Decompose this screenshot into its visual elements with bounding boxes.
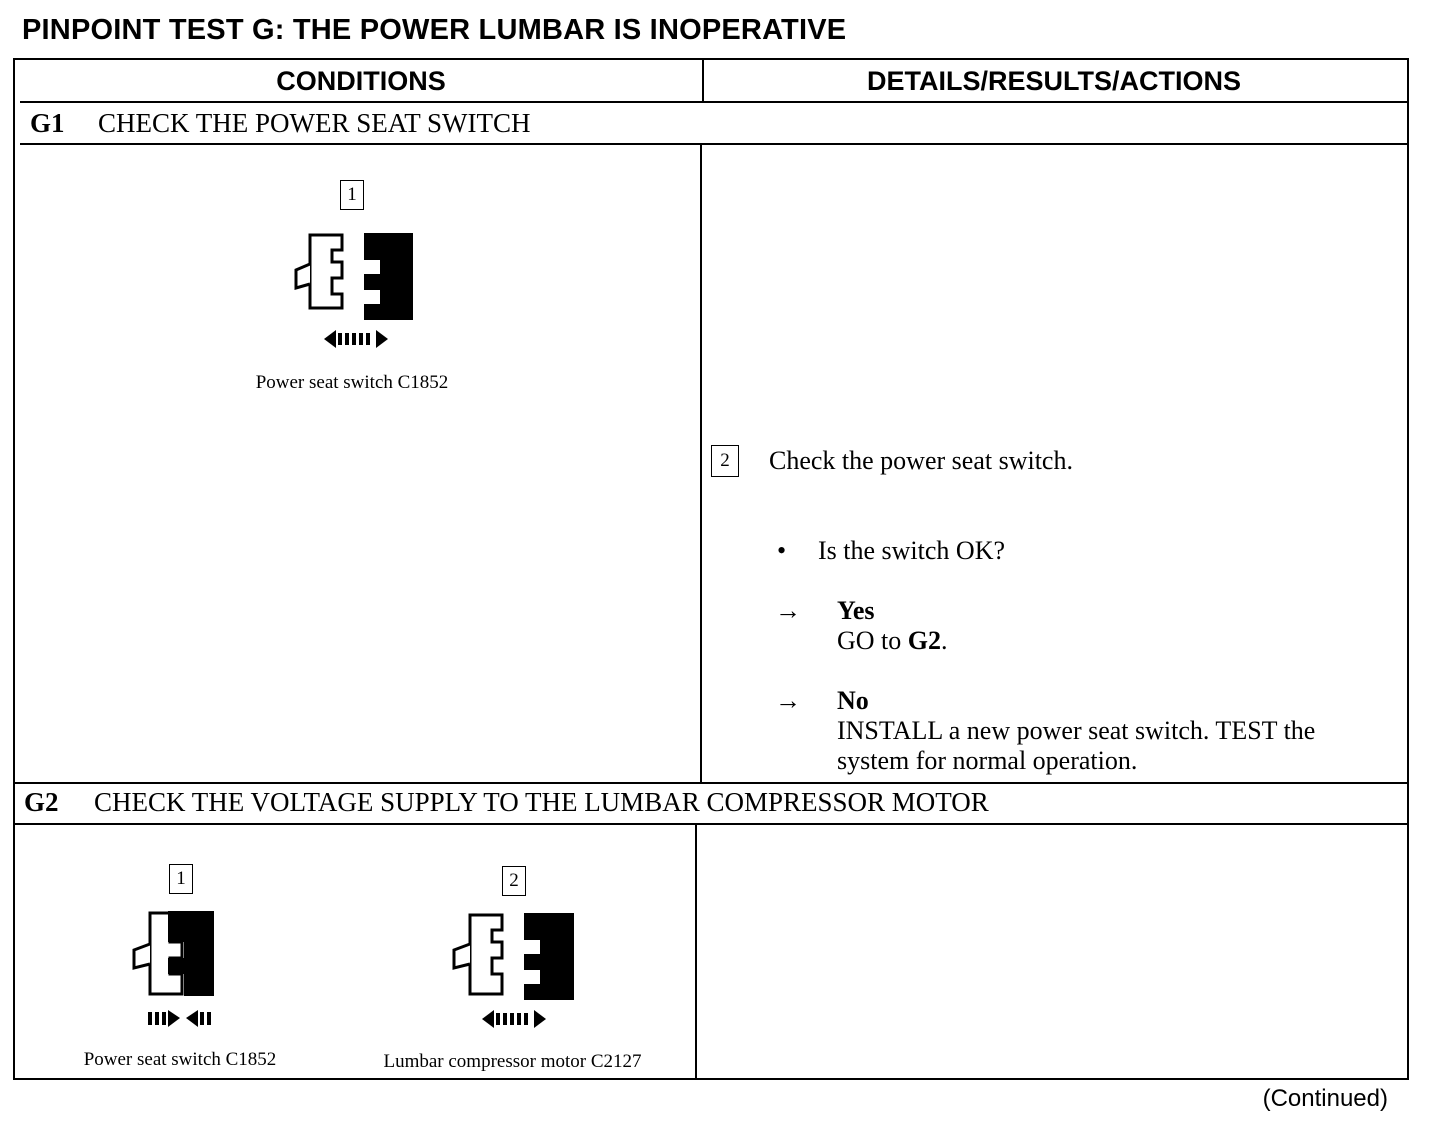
g2-header — [24, 787, 989, 818]
g1-no-line2: system for normal operation. — [837, 746, 1138, 775]
g1-yes-action-suffix: . — [941, 626, 948, 655]
g1-step-text: Check the power seat switch. — [769, 446, 1073, 475]
column-header-details: DETAILS/RESULTS/ACTIONS — [866, 66, 1241, 96]
g1-question: Is the switch OK? — [818, 536, 1006, 565]
g1-yes-action-target: G2 — [907, 626, 942, 655]
connector-icon — [448, 908, 588, 1038]
g1-figure-caption: Power seat switch C1852 — [255, 372, 449, 393]
g1-yes-label: Yes — [837, 596, 875, 625]
continued-note: (Continued) — [1262, 1085, 1388, 1112]
arrow-icon: → — [775, 596, 801, 625]
g2-top-divider — [15, 782, 1407, 784]
g2-figure-2-number: 2 — [502, 866, 526, 896]
column-divider-g2 — [695, 824, 697, 1078]
header-divider — [20, 101, 1408, 103]
column-divider-g1 — [700, 144, 702, 782]
column-header-conditions: CONDITIONS — [276, 66, 446, 96]
g1-code: G1 — [30, 108, 65, 138]
page-title: PINPOINT TEST G: THE POWER LUMBAR IS INOPERATIVE — [22, 14, 847, 46]
g2-figure-1-number: 1 — [169, 864, 193, 894]
g1-yes-action — [837, 626, 948, 656]
g1-header — [30, 108, 531, 139]
connector-icon — [288, 228, 428, 358]
g1-no-line1: INSTALL a new power seat switch. TEST the — [837, 716, 1316, 745]
g1-title: CHECK THE POWER SEAT SWITCH — [98, 108, 531, 138]
g2-figure-1-caption: Power seat switch C1852 — [83, 1049, 277, 1070]
g2-figure-2-caption: Lumbar compressor motor C2127 — [383, 1051, 642, 1072]
g1-figure-number: 1 — [340, 180, 364, 210]
g2-header-divider — [15, 823, 1407, 825]
g1-step-number: 2 — [711, 445, 739, 477]
connector-icon — [128, 908, 248, 1038]
g2-title: CHECK THE VOLTAGE SUPPLY TO THE LUMBAR COMPRESSOR MOTOR — [94, 787, 989, 817]
g1-yes-action-prefix: GO to — [837, 626, 908, 655]
g2-code: G2 — [24, 787, 59, 817]
g1-no-label: No — [837, 686, 869, 715]
bullet-icon: • — [777, 536, 787, 565]
g1-header-divider — [20, 143, 1408, 145]
arrow-icon: → — [775, 686, 801, 715]
